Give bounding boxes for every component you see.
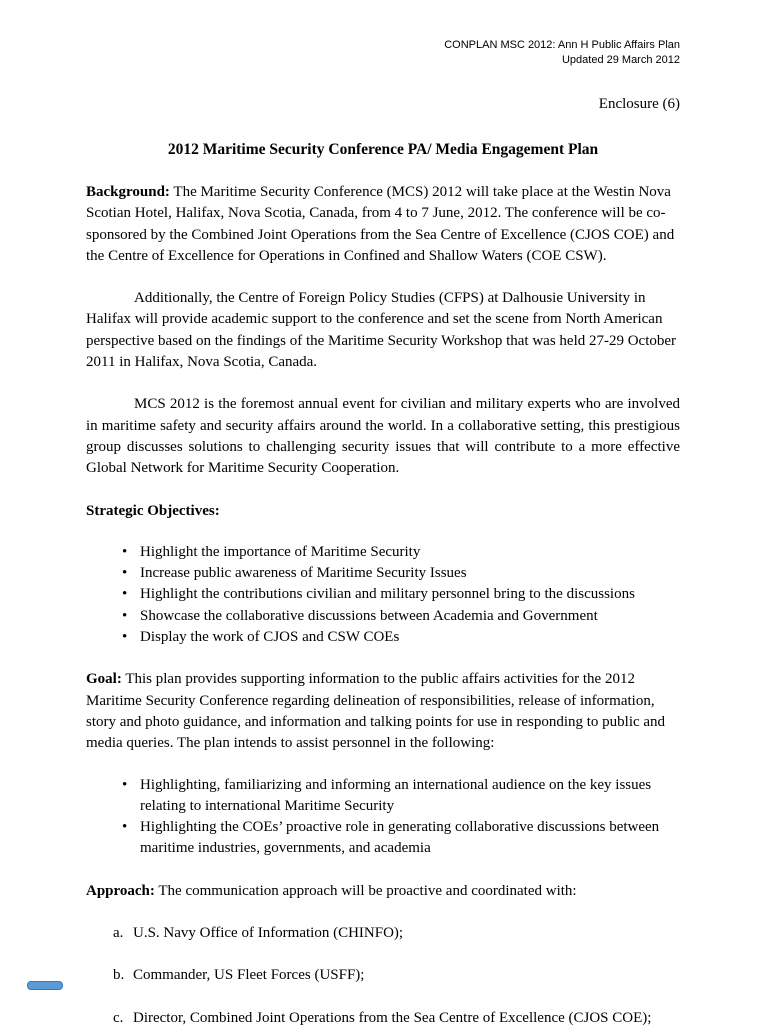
list-item — [113, 965, 680, 986]
list-item: • Highlight the contributions civilian and military personnel bring to the discussions — [140, 584, 680, 605]
item-text: Director, Combined Joint Operations from the Sea Centre of Excellence (CJOS COE); — [133, 1009, 652, 1026]
horizontal-scrollbar-thumb[interactable] — [27, 981, 63, 990]
list-item: • Highlighting, familiarizing and informing an international audience on the key issues relating to international Maritime Security — [140, 775, 680, 818]
document-header — [86, 38, 680, 68]
item-letter: c. — [113, 1009, 124, 1026]
approach-label: Approach: — [86, 882, 155, 899]
mcs2012-paragraph: MCS 2012 is the foremost annual event for civilian and military experts who are involved in maritime safety and security affairs around the world. In a collaborative setting, this prestigious group discusses solutions to challenging security issues that will contribute to a more effective Global Network for Maritime Security Cooperation. — [86, 396, 680, 477]
header-line-1: CONPLAN MSC 2012: Ann H Public Affairs Plan — [444, 39, 680, 51]
list-item: • Increase public awareness of Maritime Security Issues — [140, 563, 680, 584]
approach-text: The communication approach will be proactive and coordinated with: — [154, 882, 577, 899]
background-text: The Maritime Security Conference (MCS) 2012 will take place at the Westin Nova Scotian Hotel, Halifax, Nova Scotia, Canada, from 4 to 7 June, 2012. The conference will be co-sponsored by the Combined Joint Operations from the Sea Centre of Excellence (CJOS COE) and the Centre of Excellence for Operations in Confined and Shallow Waters (COE CSW). — [86, 183, 675, 264]
background-paragraph — [86, 182, 680, 267]
document-title: 2012 Maritime Security Conference PA/ Media Engagement Plan — [167, 140, 599, 158]
goal-list — [86, 775, 680, 860]
list-item: • Showcase the collaborative discussions between Academia and Government — [140, 606, 680, 627]
list-item: • Highlighting the COEs’ proactive role in generating collaborative discussions between maritime industries, governments, and academia — [140, 817, 680, 860]
enclosure-label: Enclosure (6) — [598, 95, 680, 112]
background-label: Background: — [86, 183, 170, 200]
list-item — [113, 923, 680, 944]
goal-label: Goal: — [86, 671, 122, 688]
goal-text: This plan provides supporting information to the public affairs activities for the 2012 Maritime Security Conference regarding delineation of responsibilities, release of information, story and photo guidance, and information and talking points for use in responding to public and media queries. The plan intends to assist personnel in the following: — [86, 671, 666, 752]
approach-paragraph — [86, 881, 680, 902]
strategic-objectives-list — [86, 542, 680, 648]
item-letter: b. — [113, 967, 125, 984]
approach-list — [86, 923, 680, 1029]
item-letter: a. — [113, 925, 124, 941]
list-item: • Highlight the importance of Maritime Security — [140, 542, 680, 563]
list-item — [113, 1008, 680, 1029]
goal-paragraph — [86, 669, 680, 754]
additionally-paragraph: Additionally, the Centre of Foreign Policy Studies (CFPS) at Dalhousie University in Halifax will provide academic support to the conference and set the scene from North American perspective based on the findings of the Maritime Security Workshop that was held 27-29 October 2011 in Halifax, Nova Scotia, Canada. — [86, 290, 677, 371]
item-text: U.S. Navy Office of Information (CHINFO); — [133, 925, 404, 941]
list-item: • Display the work of CJOS and CSW COEs — [140, 627, 680, 648]
strategic-objectives-heading: Strategic Objectives: — [86, 502, 220, 519]
header-line-2: Updated 29 March 2012 — [561, 53, 680, 66]
item-text: Commander, US Fleet Forces (USFF); — [133, 967, 365, 984]
